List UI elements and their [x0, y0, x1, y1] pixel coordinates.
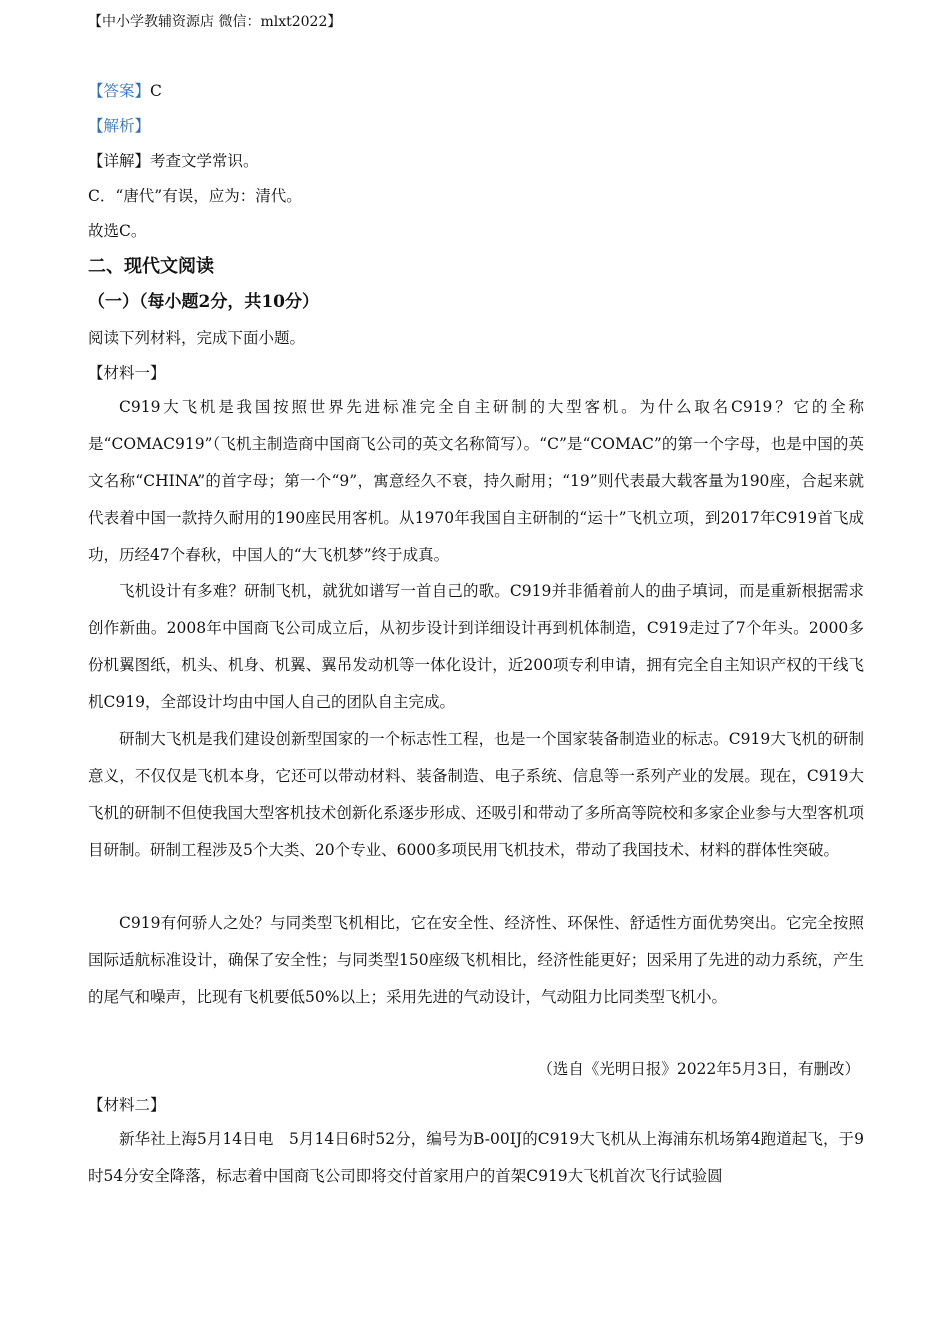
answer-value: C [150, 82, 162, 100]
material-two-label: 【材料二】 [88, 1096, 166, 1114]
answer-line [88, 80, 162, 102]
analysis-label: 【解析】 [88, 117, 151, 135]
material-two-paragraph: 新华社上海5月14日电 5月14日6时52分，编号为B-00IJ的C919大飞机从上海浦东机场第4跑道起飞，于9时54分安全降落，标志着中国商飞公司即将交付首家用户的首架C919大飞机首次飞行试验圆 [88, 1130, 864, 1185]
detail-conclusion: 故选C。 [88, 222, 147, 240]
detail-correction: C．“唐代”有误，应为：清代。 [88, 187, 302, 205]
section-instruction: 阅读下列材料，完成下面小题。 [88, 329, 306, 347]
material-one-paragraph: 研制大飞机是我们建设创新型国家的一个标志性工程，也是一个国家装备制造业的标志。C919大飞机的研制意义，不仅仅是飞机本身，它还可以带动材料、装备制造、电子系统、信息等一系列产业的发展。现在，C919大飞机的研制不但使我国大型客机技术创新化系逐步形成、还吸引和带动了多所高等院校和多家企业参与大型客机项目研制。研制工程涉及5个大类、20个专业、6000多项民用飞机技术，带动了我国技术、材料的群体性突破。 [88, 730, 864, 859]
material-one-label: 【材料一】 [88, 364, 166, 382]
material-one-paragraph: 飞机设计有多难？研制飞机，就犹如谱写一首自己的歌。C919并非循着前人的曲子填词，而是重新根据需求创作新曲。2008年中国商飞公司成立后，从初步设计到详细设计再到机体制造，C919走过了7个年头。2000多份机翼图纸，机头、机身、机翼、翼吊发动机等一体化设计，近200项专利申请，拥有完全自主知识产权的干线飞机C919，全部设计均由中国人自己的团队自主完成。 [88, 582, 864, 711]
section-subtitle: （一）（每小题2分，共10分） [88, 292, 319, 312]
section-title: 二、现代文阅读 [88, 256, 214, 277]
material-one-paragraph: C919大飞机是我国按照世界先进标准完全自主研制的大型客机。为什么取名C919？它的全称是“COMAC919”（飞机主制造商中国商飞公司的英文名称简写）。“C”是“COMAC”的第一个字母，也是中国的英文名称“CHINA”的首字母；第一个“9”，寓意经久不衰，持久耐用；“19”则代表最大载客量为190座，合起来就代表着中国一款持久耐用的190座民用客机。从1970年我国自主研制的“运十”飞机立项，到2017年C919首飞成功，历经47个春秋，中国人的“大飞机梦”终于成真。 [88, 398, 864, 564]
material-one-paragraph: C919有何骄人之处？与同类型飞机相比，它在安全性、经济性、环保性、舒适性方面优势突出。它完全按照国际适航标准设计，确保了安全性；与同类型150座级飞机相比，经济性能更好；因采用了先进的动力系统，产生的尾气和噪声，比现有飞机要低50%以上；采用先进的气动设计，气动阻力比同类型飞机小。 [88, 914, 864, 1006]
detail-text: 【详解】考查文学常识。 [88, 152, 259, 170]
watermark-header: 【中小学教辅资源店 微信：mlxt2022】 [88, 14, 342, 30]
answer-label: 【答案】 [88, 82, 151, 100]
material-one-source: （选自《光明日报》2022年5月3日，有删改） [537, 1060, 860, 1078]
